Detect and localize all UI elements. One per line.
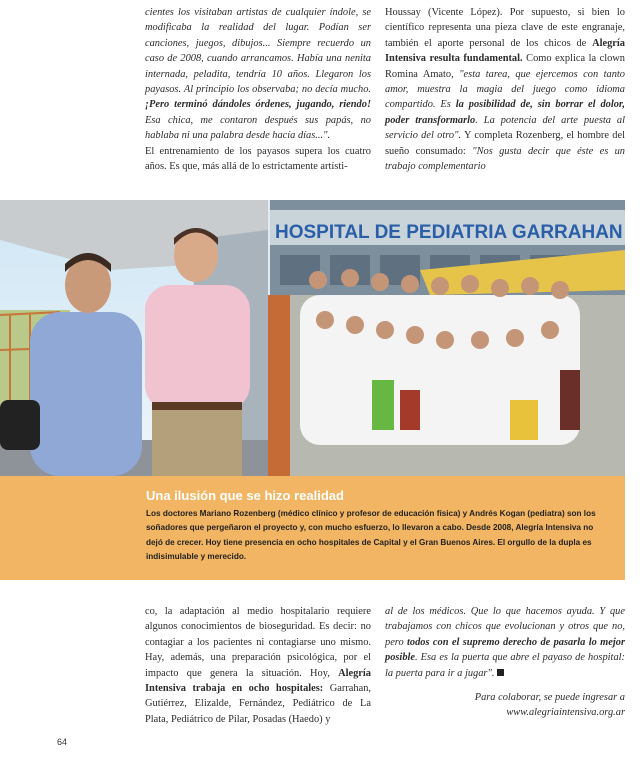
highlight-text: Alegría Intensiva trabaja en ocho hospitales: (145, 667, 371, 695)
paragraph (145, 604, 371, 727)
paragraph (385, 5, 625, 174)
clown-group (300, 269, 580, 445)
paragraph: El entrenamiento de los payasos supera los cuatro años. Es que, más allá de lo estrictamente artísti- (145, 145, 371, 173)
article-column-bottom-right (385, 604, 625, 681)
body-text: Y completa Rozenberg, el hombre del sueño consumado: (385, 130, 625, 157)
quote-highlight: todos con el supremo derecho de pasarla lo mejor posible (385, 636, 625, 664)
paragraph (385, 604, 625, 681)
page-number: 64 (57, 737, 68, 747)
article-column-top-left (145, 5, 371, 174)
hospital-sign: HOSPITAL DE PEDIATRIA GARRAHAN (275, 222, 623, 243)
quote-text: Esa chica, me contaron después sus papás, no hablaba ni una palabra desde hacía días...". (145, 114, 371, 142)
article-column-top-right (385, 5, 625, 174)
paragraph (145, 5, 371, 144)
caption-text: Los doctores Mariano Rozenberg (médico clínico y profesor de educación física) y Andrés Kogan (pediatra) son los soñadores que pergeñaron el proyecto y, con mucho esfuerzo, lo llevaron a cabo. Desde 2008, Alegría Intensiva no dejó de crecer. Hoy tiene presencia en ocho hospitales de Capital y el Gran Buenos Aires. El orgullo de la dupla es indisimulable y merecido. (146, 509, 596, 562)
website-link[interactable]: www.alegriaintensiva.org.ar (506, 707, 625, 719)
quote-text: . Esa es la puerta que abre el payaso de hospital: la puerta para ir a jugar". (385, 652, 625, 679)
body-text: co, la adaptación al medio hospitalario requiere algunos conocimientos de bioseguridad. Es decir: no contagiar a los pacientes ni contagiarse uno mismo. Hay, además, una preparación psicológica, por el impacto que genera la situación. Hoy, (145, 606, 371, 679)
highlight-text: Alegría Intensiva resulta fundamental. (385, 37, 625, 65)
quote-text: . La potencia del arte puesta al servicio del otro". (385, 114, 625, 142)
quote-text: cientes los visitaban artistas de cualquier índole, se modificaba la realidad del lugar. Podían ser canciones, juegos, dibujos... Siempre recuerdo un caso de 2008, cuando arrancamos. Había una nenita internada, peladita, tendría 10 años. Llegaron los payasos. Al principio los observaba; no decía mucho. (145, 7, 371, 96)
quote-highlight: la posibilidad de, sin borrar el dolor, poder transformarlo (385, 99, 625, 126)
body-text: Como explica la clown Romina Amato, (385, 53, 625, 80)
collaboration-text: Para colaborar, se puede ingresar a (474, 692, 625, 703)
body-text: Houssay (Vicente López). Por supuesto, si bien lo científico representa una pieza clave de este engranaje, también el aporte personal de los chicos de (385, 7, 625, 49)
photo-illustration (0, 200, 625, 476)
body-text: Garrahan, Gutiérrez, Elizalde, Fernández, Pediátrico de La Plata, Pediátrico de Pilar, Posadas (Haedo) y (145, 683, 371, 725)
article-column-bottom-left (145, 604, 371, 727)
quote-text: al de los médicos. Que lo que hacemos ayuda. Y que trabajamos con chicos que evolucionan y otros que no, pero (385, 606, 625, 648)
end-of-article-mark (497, 669, 504, 676)
quote-highlight: ¡Pero terminó dándoles órdenes, jugando, riendo! (145, 99, 371, 111)
plaza-railing (268, 295, 290, 476)
collaboration-note (385, 690, 625, 721)
caption-title: Una ilusión que se hizo realidad (146, 488, 344, 503)
article-photo (0, 200, 625, 476)
quote-text: "Nos gusta decir que éste es un trabajo complementario (385, 145, 626, 173)
quote-text: "esta tarea, que ejercemos con tanto amor, muestra la magia del juego como idioma compartido. Es (385, 68, 625, 111)
